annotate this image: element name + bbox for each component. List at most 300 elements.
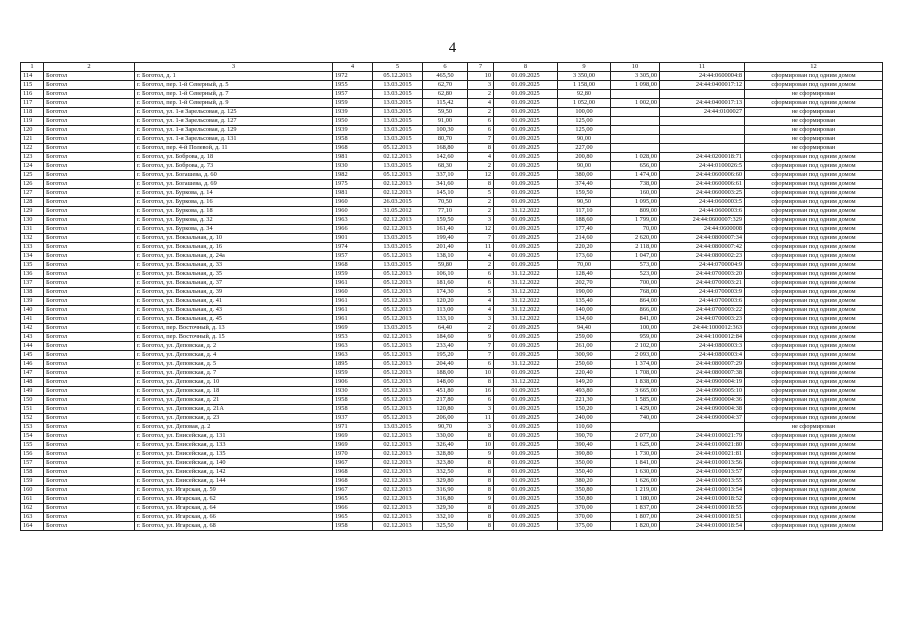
row-number-cell: 114: [21, 72, 44, 81]
land-status-cell: не сформирован: [745, 144, 883, 153]
count-cell: 2: [468, 162, 494, 171]
table-row: [21, 396, 883, 405]
count-cell: 7: [468, 342, 494, 351]
row-number-cell: 120: [21, 126, 44, 135]
row-number-cell: 122: [21, 144, 44, 153]
row-number-cell: 152: [21, 414, 44, 423]
row-number-cell: 163: [21, 513, 44, 522]
table-row: [21, 117, 883, 126]
settlement-cell: Боготол: [44, 441, 135, 450]
count-cell: 4: [468, 99, 494, 108]
cadastral-number-cell: 24:44:0100027: [660, 108, 745, 117]
area-total-cell: 3 350,00: [558, 72, 611, 81]
year-built-cell: 1967: [333, 459, 373, 468]
count-cell: 3: [468, 405, 494, 414]
year-built-cell: 1971: [333, 423, 373, 432]
date-cell: 05.12.2013: [373, 369, 423, 378]
land-area-cell: [611, 108, 660, 117]
settlement-cell: Боготол: [44, 468, 135, 477]
table-row: [21, 135, 883, 144]
address-cell: г. Боготол, ул. Деповская, д. 10: [135, 378, 333, 387]
table-row: [21, 333, 883, 342]
address-cell: г. Боготол, ул. Вокзальная, д. 37: [135, 279, 333, 288]
row-number-cell: 127: [21, 189, 44, 198]
count-cell: 5: [468, 189, 494, 198]
cadastral-number-cell: 24:44:0100021:81: [660, 450, 745, 459]
cadastral-number-cell: 24:44:0800002:23: [660, 252, 745, 261]
deadline-cell: 01.09.2025: [494, 162, 558, 171]
land-area-cell: 841,00: [611, 315, 660, 324]
settlement-cell: Боготол: [44, 459, 135, 468]
land-area-cell: 100,00: [611, 324, 660, 333]
area-total-cell: 374,40: [558, 180, 611, 189]
area-cell: 77,10: [423, 207, 468, 216]
deadline-cell: 01.09.2025: [494, 126, 558, 135]
deadline-cell: 01.09.2025: [494, 135, 558, 144]
year-built-cell: 1959: [333, 270, 373, 279]
year-built-cell: 1967: [333, 486, 373, 495]
deadline-cell: 01.09.2025: [494, 90, 558, 99]
column-number: 2: [44, 63, 135, 72]
date-cell: 13.03.2015: [373, 90, 423, 99]
area-total-cell: 390,80: [558, 450, 611, 459]
table-row: [21, 261, 883, 270]
row-number-cell: 164: [21, 522, 44, 531]
land-area-cell: 1 474,00: [611, 171, 660, 180]
table-row: [21, 315, 883, 324]
date-cell: 05.12.2013: [373, 171, 423, 180]
land-area-cell: 1 799,00: [611, 216, 660, 225]
count-cell: 6: [468, 270, 494, 279]
settlement-cell: Боготол: [44, 504, 135, 513]
cadastral-number-cell: 24:44:0700004:9: [660, 261, 745, 270]
count-cell: 9: [468, 333, 494, 342]
area-cell: 204,40: [423, 360, 468, 369]
cadastral-number-cell: 24:44:0800007:38: [660, 369, 745, 378]
land-status-cell: сформирован под одним домом: [745, 180, 883, 189]
row-number-cell: 144: [21, 342, 44, 351]
date-cell: 02.12.2013: [373, 189, 423, 198]
land-status-cell: не сформирован: [745, 117, 883, 126]
cadastral-number-cell: 24:44:0600003:6: [660, 207, 745, 216]
column-number: 6: [423, 63, 468, 72]
settlement-cell: Боготол: [44, 486, 135, 495]
table-row: [21, 522, 883, 531]
address-cell: г. Боготол, ул. Вокзальная, д. 43: [135, 306, 333, 315]
table-row: [21, 90, 883, 99]
settlement-cell: Боготол: [44, 108, 135, 117]
land-status-cell: сформирован под одним домом: [745, 504, 883, 513]
land-area-cell: 1 585,00: [611, 396, 660, 405]
area-cell: 142,60: [423, 153, 468, 162]
date-cell: 02.12.2013: [373, 225, 423, 234]
land-area-cell: 3 665,00: [611, 387, 660, 396]
deadline-cell: 31.12.2022: [494, 279, 558, 288]
land-status-cell: сформирован под одним домом: [745, 378, 883, 387]
land-status-cell: сформирован под одним домом: [745, 216, 883, 225]
land-area-cell: 1 429,00: [611, 405, 660, 414]
area-total-cell: 261,00: [558, 342, 611, 351]
date-cell: 13.03.2015: [373, 135, 423, 144]
row-number-cell: 130: [21, 216, 44, 225]
land-status-cell: сформирован под одним домом: [745, 198, 883, 207]
area-total-cell: 1 158,00: [558, 81, 611, 90]
settlement-cell: Боготол: [44, 414, 135, 423]
address-cell: г. Боготол, ул. Енисейская, д. 135: [135, 450, 333, 459]
settlement-cell: Боготол: [44, 450, 135, 459]
area-cell: 138,10: [423, 252, 468, 261]
land-area-cell: 1 095,00: [611, 198, 660, 207]
land-area-cell: 1 626,00: [611, 477, 660, 486]
row-number-cell: 149: [21, 387, 44, 396]
count-cell: 8: [468, 486, 494, 495]
area-total-cell: 250,60: [558, 360, 611, 369]
area-cell: 316,90: [423, 486, 468, 495]
count-cell: 8: [468, 144, 494, 153]
year-built-cell: 1958: [333, 522, 373, 531]
cadastral-number-cell: 24:44:0100026:5: [660, 162, 745, 171]
settlement-cell: Боготол: [44, 216, 135, 225]
land-area-cell: 573,00: [611, 261, 660, 270]
settlement-cell: Боготол: [44, 351, 135, 360]
table-row: [21, 207, 883, 216]
table-row: [21, 171, 883, 180]
land-area-cell: 1 098,00: [611, 81, 660, 90]
area-cell: 159,50: [423, 216, 468, 225]
table-row: [21, 297, 883, 306]
address-cell: г. Боготол, ул. Буркова, д. 32: [135, 216, 333, 225]
area-cell: 199,40: [423, 234, 468, 243]
area-total-cell: 92,80: [558, 90, 611, 99]
address-cell: г. Боготол, ул. Игарская, д. 62: [135, 495, 333, 504]
land-status-cell: сформирован под одним домом: [745, 189, 883, 198]
date-cell: 13.03.2015: [373, 81, 423, 90]
deadline-cell: 31.12.2022: [494, 207, 558, 216]
land-area-cell: 864,00: [611, 297, 660, 306]
cadastral-number-cell: 24:44:0900004:38: [660, 405, 745, 414]
column-number-row: [21, 63, 883, 72]
cadastral-number-cell: 24:44:0800003:4: [660, 351, 745, 360]
row-number-cell: 142: [21, 324, 44, 333]
area-cell: 181,60: [423, 279, 468, 288]
area-total-cell: 90,50: [558, 198, 611, 207]
cadastral-number-cell: 24:44:0800007:42: [660, 243, 745, 252]
address-cell: г. Боготол, ул. Вокзальная, д. 35: [135, 270, 333, 279]
count-cell: 9: [468, 450, 494, 459]
land-status-cell: не сформирован: [745, 90, 883, 99]
year-built-cell: 1961: [333, 315, 373, 324]
address-cell: г. Боготол, ул. Деповская, д. 5: [135, 360, 333, 369]
land-status-cell: сформирован под одним домом: [745, 405, 883, 414]
count-cell: 6: [468, 279, 494, 288]
count-cell: 11: [468, 414, 494, 423]
cadastral-number-cell: [660, 144, 745, 153]
land-status-cell: сформирован под одним домом: [745, 207, 883, 216]
cadastral-number-cell: 24:44:0800003:3: [660, 342, 745, 351]
area-cell: 326,40: [423, 441, 468, 450]
table-row: [21, 342, 883, 351]
area-cell: 59,50: [423, 108, 468, 117]
row-number-cell: 154: [21, 432, 44, 441]
year-built-cell: 1963: [333, 216, 373, 225]
area-total-cell: 380,00: [558, 171, 611, 180]
table-row: [21, 459, 883, 468]
column-number: 9: [558, 63, 611, 72]
row-number-cell: 151: [21, 405, 44, 414]
row-number-cell: 129: [21, 207, 44, 216]
area-cell: 113,00: [423, 306, 468, 315]
row-number-cell: 155: [21, 441, 44, 450]
area-total-cell: 173,60: [558, 252, 611, 261]
area-total-cell: 350,40: [558, 468, 611, 477]
land-status-cell: сформирован под одним домом: [745, 315, 883, 324]
address-cell: г. Боготол, ул. 1-я Зарельсовая, д. 127: [135, 117, 333, 126]
area-total-cell: 493,80: [558, 387, 611, 396]
year-built-cell: 1960: [333, 207, 373, 216]
year-built-cell: 1970: [333, 450, 373, 459]
area-total-cell: 125,00: [558, 126, 611, 135]
settlement-cell: Боготол: [44, 189, 135, 198]
land-status-cell: сформирован под одним домом: [745, 261, 883, 270]
date-cell: 05.12.2013: [373, 387, 423, 396]
area-total-cell: 117,10: [558, 207, 611, 216]
land-status-cell: сформирован под одним домом: [745, 72, 883, 81]
settlement-cell: Боготол: [44, 72, 135, 81]
count-cell: 16: [468, 387, 494, 396]
date-cell: 05.12.2013: [373, 414, 423, 423]
address-cell: г. Боготол, ул. Буркова, д. 14: [135, 189, 333, 198]
land-status-cell: сформирован под одним домом: [745, 513, 883, 522]
deadline-cell: 01.09.2025: [494, 387, 558, 396]
count-cell: 10: [468, 72, 494, 81]
area-cell: 195,20: [423, 351, 468, 360]
date-cell: 31.05.2012: [373, 207, 423, 216]
year-built-cell: 1958: [333, 396, 373, 405]
deadline-cell: 01.09.2025: [494, 396, 558, 405]
count-cell: 8: [468, 522, 494, 531]
area-cell: 120,80: [423, 405, 468, 414]
area-cell: 206,00: [423, 414, 468, 423]
settlement-cell: Боготол: [44, 180, 135, 189]
row-number-cell: 123: [21, 153, 44, 162]
land-status-cell: сформирован под одним домом: [745, 306, 883, 315]
table-row: [21, 477, 883, 486]
deadline-cell: 01.09.2025: [494, 99, 558, 108]
year-built-cell: 1953: [333, 333, 373, 342]
settlement-cell: Боготол: [44, 198, 135, 207]
cadastral-number-cell: [660, 423, 745, 432]
deadline-cell: 01.09.2025: [494, 324, 558, 333]
year-built-cell: 1968: [333, 468, 373, 477]
year-built-cell: 1982: [333, 171, 373, 180]
row-number-cell: 160: [21, 486, 44, 495]
date-cell: 13.03.2015: [373, 234, 423, 243]
land-status-cell: сформирован под одним домом: [745, 153, 883, 162]
cadastral-number-cell: 24:44:0100013:54: [660, 486, 745, 495]
date-cell: 02.12.2013: [373, 504, 423, 513]
cadastral-number-cell: 24:44:0600004:8: [660, 72, 745, 81]
cadastral-number-cell: 24:44:1000012:363: [660, 324, 745, 333]
table-row: [21, 360, 883, 369]
year-built-cell: 1895: [333, 360, 373, 369]
table-row: [21, 225, 883, 234]
count-cell: 10: [468, 441, 494, 450]
table-row: [21, 108, 883, 117]
area-cell: 64,40: [423, 324, 468, 333]
row-number-cell: 158: [21, 468, 44, 477]
address-cell: г. Боготол, ул. Енисейская, д. 144: [135, 477, 333, 486]
date-cell: 13.03.2015: [373, 324, 423, 333]
table-row: [21, 306, 883, 315]
row-number-cell: 150: [21, 396, 44, 405]
column-number: 10: [611, 63, 660, 72]
settlement-cell: Боготол: [44, 270, 135, 279]
date-cell: 05.12.2013: [373, 405, 423, 414]
area-cell: 62,70: [423, 81, 468, 90]
address-cell: г. Боготол, ул. Енисейская, д. 131: [135, 432, 333, 441]
address-cell: г. Боготол, ул. Енисейская, д. 140: [135, 459, 333, 468]
year-built-cell: 1966: [333, 225, 373, 234]
table-row: [21, 495, 883, 504]
address-cell: г. Боготол, ул. Енисейская, д. 142: [135, 468, 333, 477]
table-row: [21, 432, 883, 441]
area-total-cell: 350,00: [558, 459, 611, 468]
cadastral-number-cell: 24:44:0100013:56: [660, 459, 745, 468]
cadastral-number-cell: 24:44:0700003:21: [660, 279, 745, 288]
row-number-cell: 118: [21, 108, 44, 117]
deadline-cell: 01.09.2025: [494, 504, 558, 513]
table-row: [21, 387, 883, 396]
cadastral-number-cell: 24:44:1000012:84: [660, 333, 745, 342]
count-cell: 4: [468, 153, 494, 162]
settlement-cell: Боготол: [44, 117, 135, 126]
area-total-cell: 110,60: [558, 423, 611, 432]
settlement-cell: Боготол: [44, 360, 135, 369]
address-cell: г. Боготол, ул. Богашева, д. 69: [135, 180, 333, 189]
deadline-cell: 01.09.2025: [494, 423, 558, 432]
row-number-cell: 131: [21, 225, 44, 234]
address-cell: г. Боготол, ул. Богашева, д. 60: [135, 171, 333, 180]
year-built-cell: 1961: [333, 306, 373, 315]
table-row: [21, 504, 883, 513]
year-built-cell: 1955: [333, 81, 373, 90]
table-row: [21, 378, 883, 387]
address-cell: г. Боготол, ул. Вокзальная, д. 16: [135, 243, 333, 252]
year-built-cell: 1966: [333, 504, 373, 513]
area-total-cell: 370,00: [558, 513, 611, 522]
area-total-cell: 350,80: [558, 486, 611, 495]
count-cell: 8: [468, 504, 494, 513]
settlement-cell: Боготол: [44, 522, 135, 531]
cadastral-number-cell: 24:44:0600006:61: [660, 180, 745, 189]
row-number-cell: 162: [21, 504, 44, 513]
count-cell: 2: [468, 90, 494, 99]
area-cell: 201,40: [423, 243, 468, 252]
area-total-cell: 300,90: [558, 351, 611, 360]
area-cell: 332,10: [423, 513, 468, 522]
table-row: [21, 162, 883, 171]
address-cell: г. Боготол, ул. Буркова, д. 34: [135, 225, 333, 234]
deadline-cell: 01.09.2025: [494, 351, 558, 360]
area-cell: 465,50: [423, 72, 468, 81]
address-cell: г. Боготол, ул. Вокзальная, д. 33: [135, 261, 333, 270]
settlement-cell: Боготол: [44, 261, 135, 270]
deadline-cell: 01.09.2025: [494, 189, 558, 198]
area-cell: 59,80: [423, 261, 468, 270]
land-status-cell: сформирован под одним домом: [745, 171, 883, 180]
row-number-cell: 145: [21, 351, 44, 360]
settlement-cell: Боготол: [44, 279, 135, 288]
cadastral-number-cell: 24:44:0900004:37: [660, 414, 745, 423]
settlement-cell: Боготол: [44, 135, 135, 144]
table-row: [21, 450, 883, 459]
row-number-cell: 126: [21, 180, 44, 189]
year-built-cell: 1906: [333, 378, 373, 387]
cadastral-number-cell: 24:44:0700003:22: [660, 306, 745, 315]
count-cell: 6: [468, 126, 494, 135]
settlement-cell: Боготол: [44, 378, 135, 387]
land-status-cell: сформирован под одним домом: [745, 441, 883, 450]
year-built-cell: 1969: [333, 324, 373, 333]
year-built-cell: 1981: [333, 189, 373, 198]
year-built-cell: 1950: [333, 117, 373, 126]
land-area-cell: 656,00: [611, 162, 660, 171]
settlement-cell: Боготол: [44, 513, 135, 522]
land-status-cell: сформирован под одним домом: [745, 477, 883, 486]
row-number-cell: 139: [21, 297, 44, 306]
area-total-cell: 380,20: [558, 477, 611, 486]
land-area-cell: 1 820,00: [611, 522, 660, 531]
address-cell: г. Боготол, ул. 1-я Зарельсовая, д. 129: [135, 126, 333, 135]
land-area-cell: [611, 135, 660, 144]
table-row: [21, 441, 883, 450]
column-number: 8: [494, 63, 558, 72]
settlement-cell: Боготол: [44, 81, 135, 90]
row-number-cell: 157: [21, 459, 44, 468]
table-row: [21, 72, 883, 81]
count-cell: 6: [468, 396, 494, 405]
deadline-cell: 01.09.2025: [494, 117, 558, 126]
row-number-cell: 119: [21, 117, 44, 126]
year-built-cell: 1969: [333, 441, 373, 450]
date-cell: 05.12.2013: [373, 378, 423, 387]
area-total-cell: 390,40: [558, 441, 611, 450]
year-built-cell: 1981: [333, 153, 373, 162]
row-number-cell: 161: [21, 495, 44, 504]
land-status-cell: сформирован под одним домом: [745, 324, 883, 333]
deadline-cell: 31.12.2022: [494, 306, 558, 315]
table-row: [21, 369, 883, 378]
date-cell: 05.12.2013: [373, 252, 423, 261]
table-row: [21, 216, 883, 225]
land-area-cell: 1 625,00: [611, 441, 660, 450]
land-area-cell: 768,00: [611, 288, 660, 297]
table-row: [21, 99, 883, 108]
count-cell: 6: [468, 117, 494, 126]
deadline-cell: 01.09.2025: [494, 144, 558, 153]
date-cell: 05.12.2013: [373, 396, 423, 405]
column-number: 3: [135, 63, 333, 72]
land-status-cell: сформирован под одним домом: [745, 234, 883, 243]
land-area-cell: 1 002,00: [611, 99, 660, 108]
address-cell: г. Боготол, ул. Игарская, д. 64: [135, 504, 333, 513]
area-total-cell: 220,40: [558, 369, 611, 378]
year-built-cell: 1957: [333, 252, 373, 261]
housing-register-table: [20, 62, 883, 531]
settlement-cell: Боготол: [44, 171, 135, 180]
address-cell: г. Боготол, ул. Деповская, д. 4: [135, 351, 333, 360]
year-built-cell: 1965: [333, 513, 373, 522]
